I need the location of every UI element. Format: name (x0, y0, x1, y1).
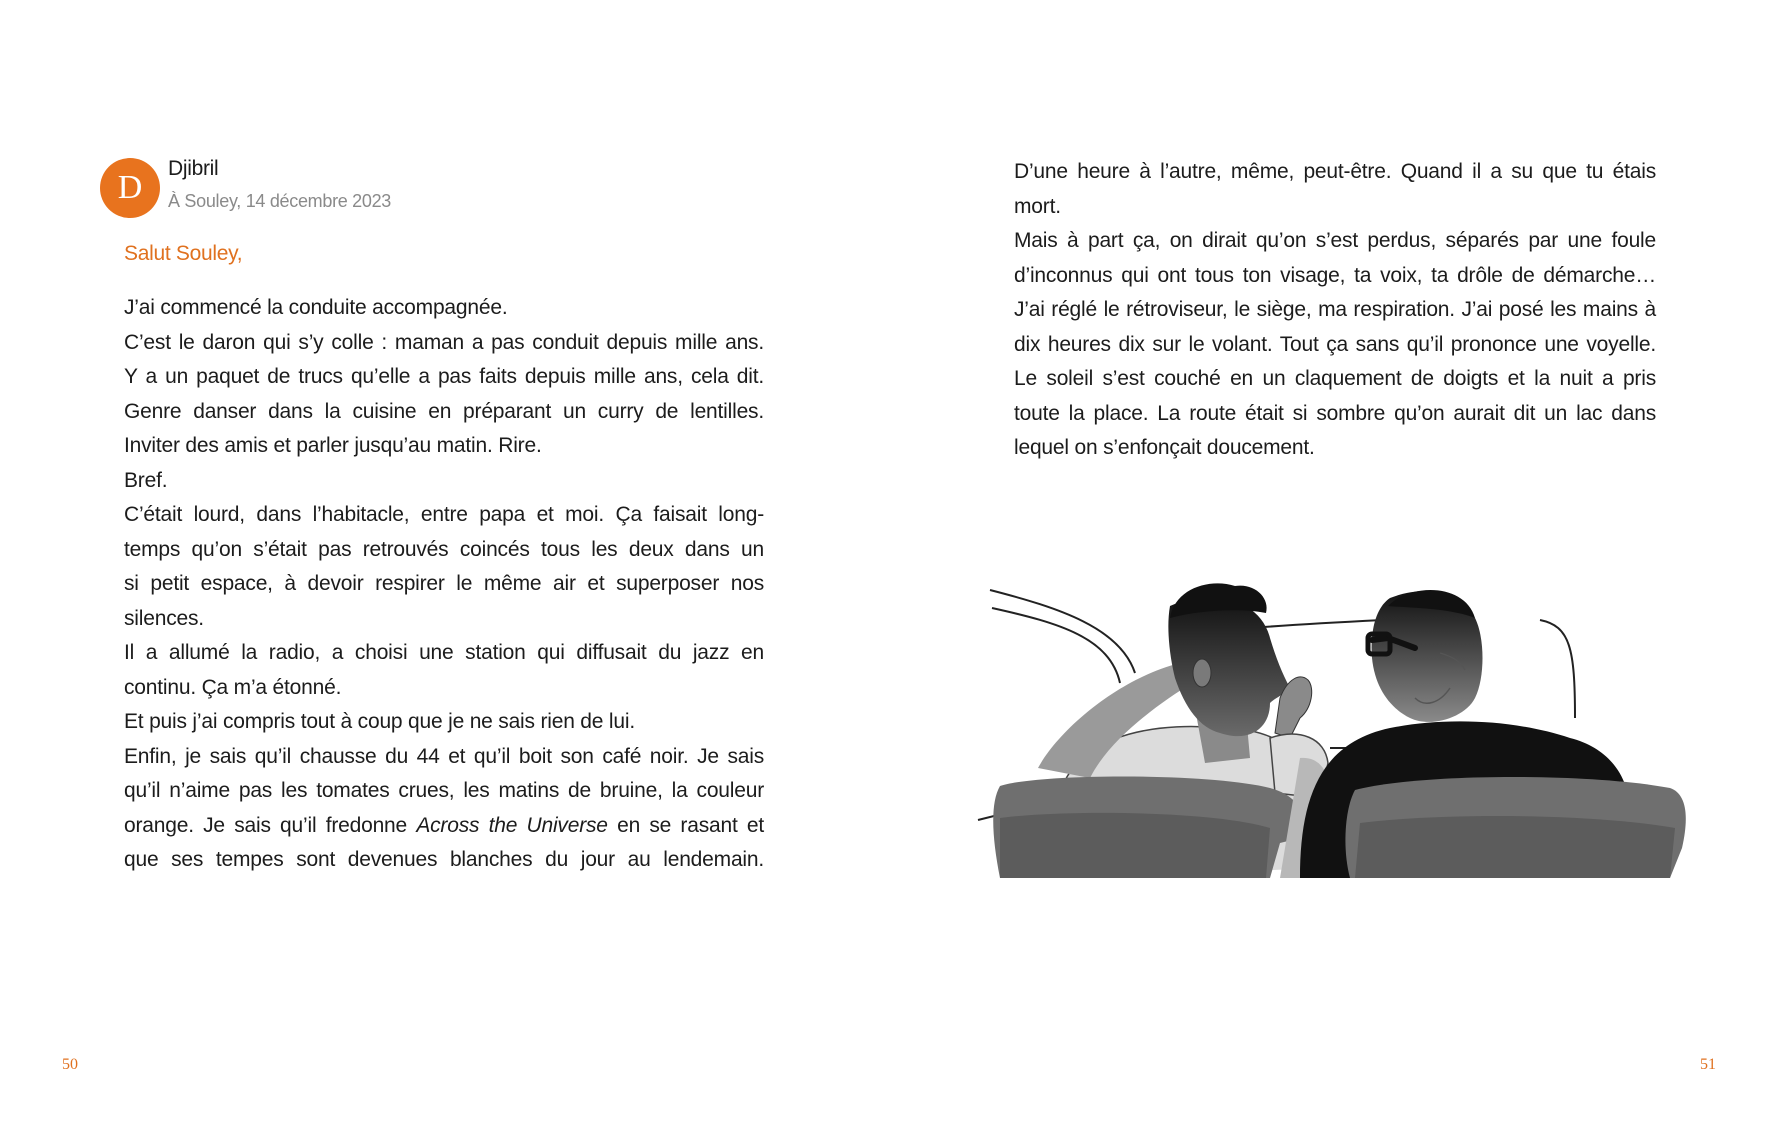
text-line: que ses tempes sont devenues blanches du jour au lendemain. (124, 848, 764, 871)
text-line: C’était lourd, dans l’habitacle, entre papa et moi. Ça faisait long- (124, 503, 764, 526)
page-number-right: 51 (1700, 1056, 1716, 1073)
text-line: Inviter des amis et parler jusqu’au matin. Rire. (124, 434, 542, 457)
text-line: silences. (124, 606, 204, 630)
text-line: si petit espace, à devoir respirer le même air et superposer nos (124, 572, 764, 595)
text-line: toute la place. La route était si sombre qu’on aurait dit un lac dans (1014, 401, 1656, 425)
letter-meta: À Souley, 14 décembre 2023 (168, 191, 392, 211)
page-number-left: 50 (62, 1056, 78, 1073)
driver-figure (993, 583, 1330, 878)
text-line (124, 809, 764, 844)
text-line: Il a allumé la radio, a choisi une station qui diffusait du jazz en (124, 641, 764, 664)
text-line: C’est le daron qui s’y colle : maman a pas conduit depuis mille ans. (124, 330, 764, 354)
letter-body-left (124, 291, 764, 878)
text-line: Mais à part ça, on dirait qu’on s’est perdus, séparés par une foule (1014, 229, 1656, 252)
text-line: Genre danser dans la cuisine en préparant un curry de lentilles. (124, 399, 764, 423)
text-line: D’une heure à l’autre, même, peut-être. Quand il a su que tu étais (1014, 160, 1656, 183)
text-line: continu. Ça m’a étonné. (124, 675, 342, 699)
text-line: Bref. (124, 468, 168, 492)
text-line: Y a un paquet de trucs qu’elle a pas faits depuis mille ans, cela dit. (124, 365, 764, 388)
text-line: qu’il n’aime pas les tomates crues, les matins de bruine, la couleur (124, 779, 764, 802)
text-line: dix heures dix sur le volant. Tout ça sans qu’il prononce une voyelle. (1014, 332, 1656, 356)
song-title: Across the Universe (416, 813, 608, 837)
letter-body-right (1014, 155, 1656, 466)
text-line: Et puis j’ai compris tout à coup que je ne sais rien de lui. (124, 710, 635, 733)
car-interior-illustration (970, 578, 1700, 960)
text-line: J’ai commencé la conduite accompagnée. (124, 296, 508, 319)
text-line: lequel on s’enfonçait doucement. (1014, 436, 1315, 459)
text-fragment: orange. Je sais qu’il fredonne (124, 813, 417, 837)
letter-greeting: Salut Souley, (124, 242, 243, 265)
sender-avatar: D (100, 158, 160, 218)
text-line: mort. (1014, 194, 1061, 218)
text-line: d’inconnus qui ont tous ton visage, ta voix, ta drôle de démarche… (1014, 263, 1656, 287)
text-line: Enfin, je sais qu’il chausse du 44 et qu’il boit son café noir. Je sais (124, 744, 764, 768)
text-line: J’ai réglé le rétroviseur, le siège, ma respiration. J’ai posé les mains à (1014, 298, 1656, 321)
text-line: Le soleil s’est couché en un claquement de doigts et la nuit a pris (1014, 367, 1656, 390)
text-fragment: en se rasant et (607, 813, 765, 837)
text-line: temps qu’on s’était pas retrouvés coincés tous les deux dans un (124, 537, 764, 561)
sender-name: Djibril (168, 157, 219, 180)
passenger-figure (1300, 590, 1686, 878)
